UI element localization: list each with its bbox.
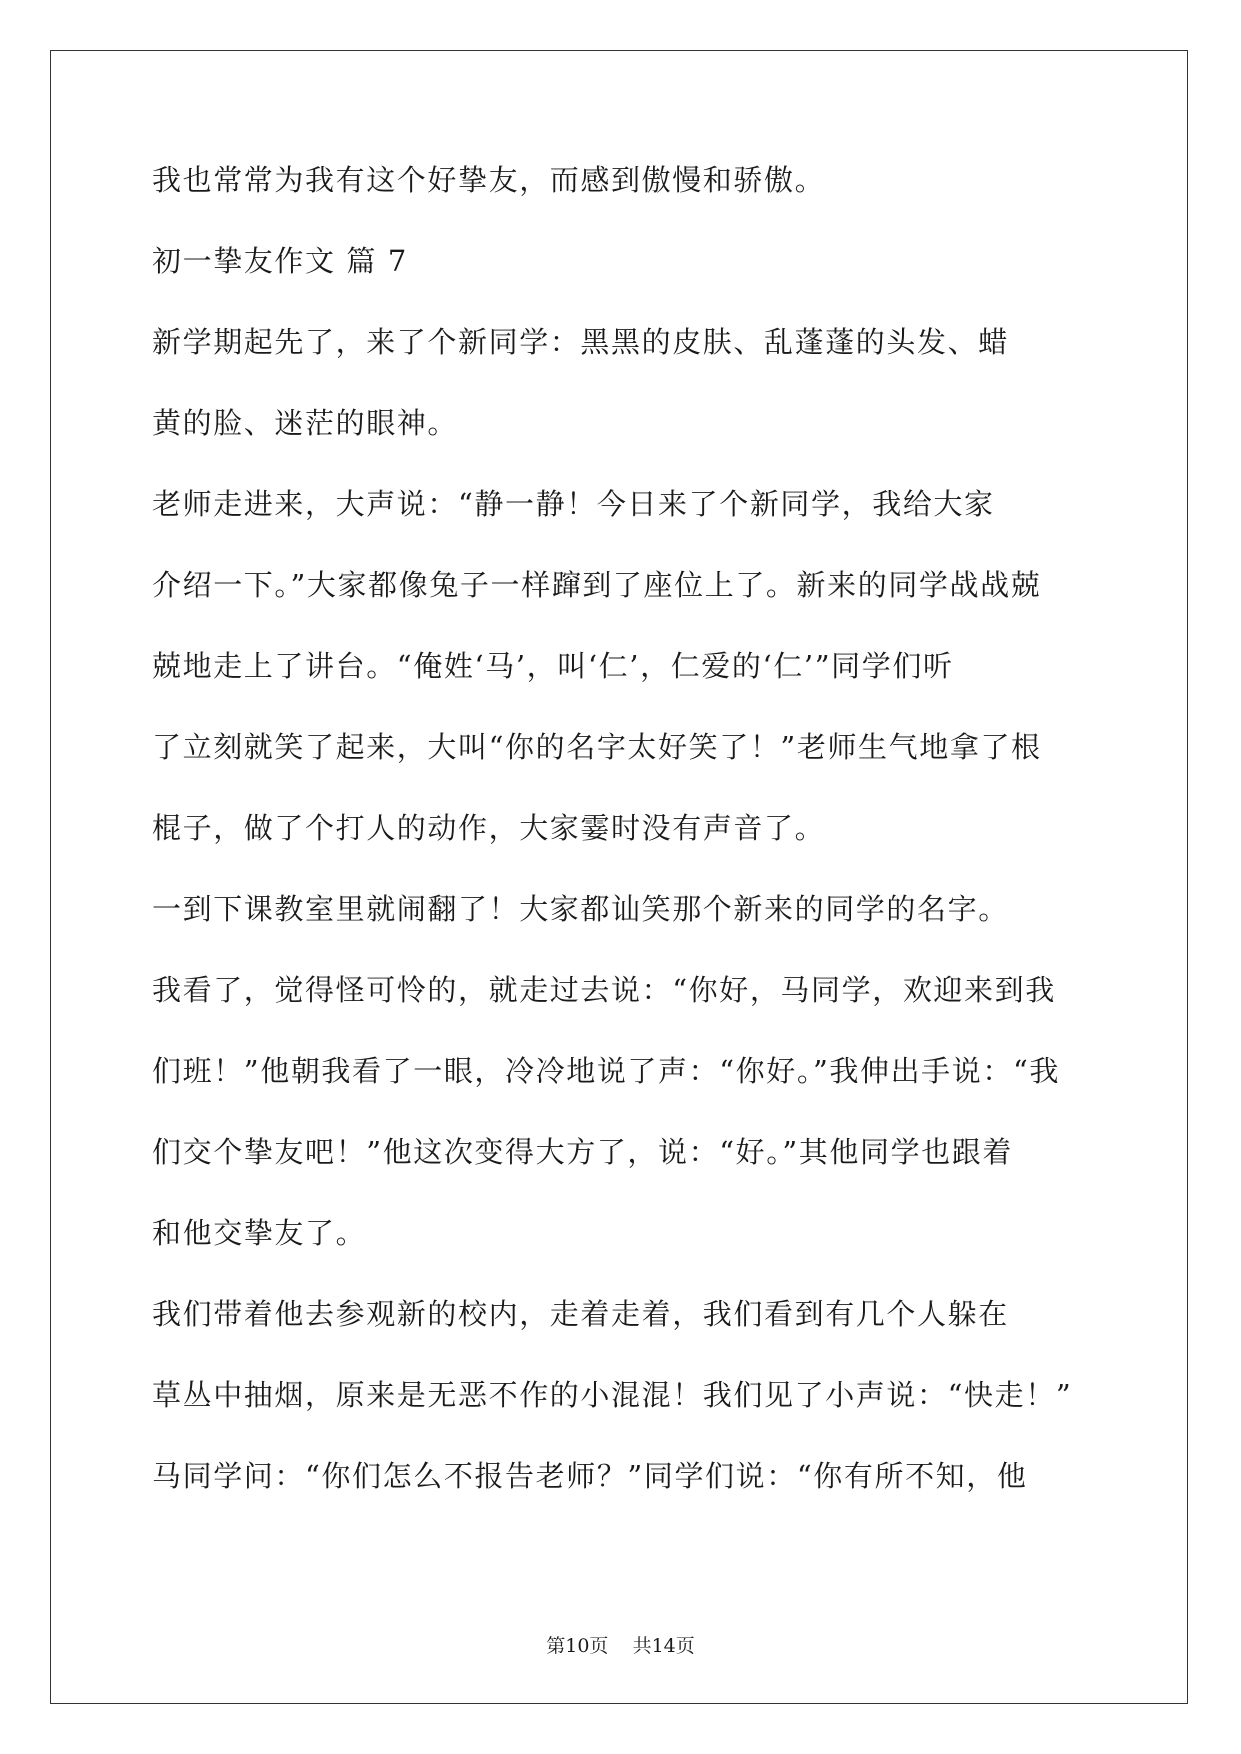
text-line: 们班！”他朝我看了一眼，冷冷地说了声：“你好。”我伸出手说：“我	[152, 1054, 1061, 1088]
section-heading: 初一挚友作文 篇 7	[152, 244, 408, 278]
text-line: 一到下课教室里就闹翻了！大家都讪笑那个新来的同学的名字。	[152, 892, 1009, 926]
text-line: 和他交挚友了。	[152, 1216, 367, 1250]
text-line: 老师走进来，大声说：“静一静！今日来了个新同学，我给大家	[152, 487, 995, 521]
text-line: 黄的脸、迷茫的眼神。	[152, 406, 459, 440]
text-line: 们交个挚友吧！”他这次变得大方了，说：“好。”其他同学也跟着	[152, 1135, 1013, 1169]
text-line: 了立刻就笑了起来，大叫“你的名字太好笑了！”老师生气地拿了根	[152, 730, 1042, 764]
text-line: 我也常常为我有这个好挚友，而感到傲慢和骄傲。	[152, 163, 826, 197]
text-line: 介绍一下。”大家都像兔子一样蹿到了座位上了。新来的同学战战兢	[152, 568, 1042, 602]
document-body	[152, 160, 1092, 1537]
text-line: 我看了，觉得怪可怜的，就走过去说：“你好，马同学，欢迎来到我	[152, 973, 1056, 1007]
text-line: 棍子，做了个打人的动作，大家霎时没有声音了。	[152, 811, 826, 845]
text-line: 新学期起先了，来了个新同学：黑黑的皮肤、乱蓬蓬的头发、蜡	[152, 325, 1009, 359]
text-line: 草丛中抽烟，原来是无恶不作的小混混！我们见了小声说：“快走！”	[152, 1378, 1073, 1412]
page-number: 第10页 共14页	[546, 1635, 695, 1657]
text-line: 我们带着他去参观新的校内，走着走着，我们看到有几个人躲在	[152, 1297, 1009, 1331]
text-line: 兢地走上了讲台。“俺姓‘马’，叫‘仁’，仁爱的‘仁’”同学们听	[152, 649, 954, 683]
text-line: 马同学问：“你们怎么不报告老师？”同学们说：“你有所不知，他	[152, 1459, 1028, 1493]
